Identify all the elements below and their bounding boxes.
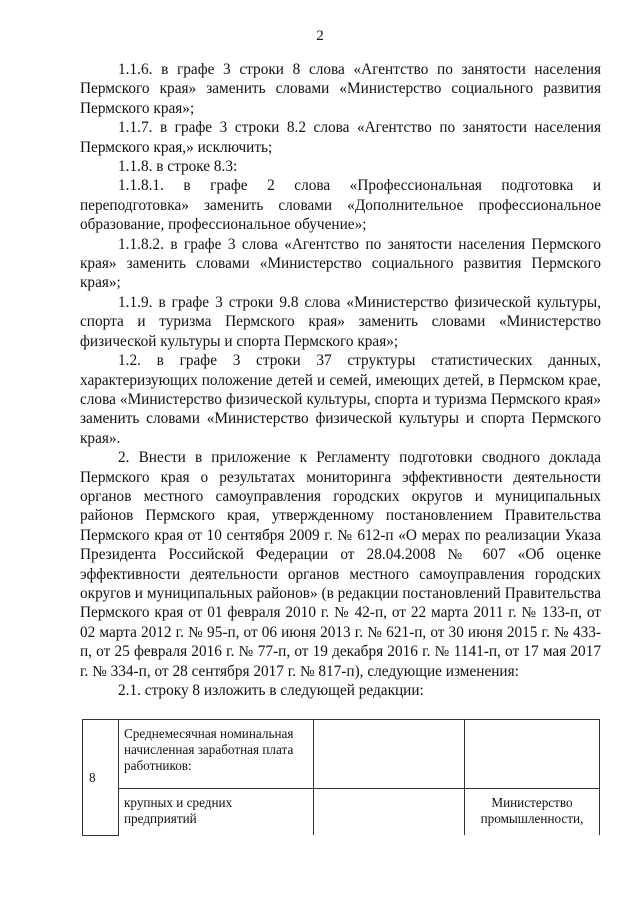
paragraph-1-1-7: 1.1.7. в графе 3 строки 8.2 слова «Агентство по занятости населения Пермского края,» исключить; (80, 119, 601, 156)
paragraph-2: 2. Внести в приложение к Регламенту подготовки сводного доклада Пермского края о результатах мониторинга эффективности деятельности органов местного самоуправления городских округов и муниципальных районов Пермского края, утвержденному постановлением Правительства Пермского края от 10 сентября 2009 г. № 612-п «О мерах по реализации Указа Президента Российской Федерации от 28.04.2008 № 607 «Об оценке эффективности деятельности органов местного самоуправления городских округов и муниципальных районов» (в редакции постановлений Правительства Пермского края от 01 февраля 2010 г. № 42-п, от 22 марта 2011 г. № 133-п, от 02 марта 2012 г. № 95-п, от 06 июня 2013 г. № 621-п, от 30 июня 2015 г. № 433-п, от 25 февраля 2016 г. № 77-п, от 19 декабря 2016 г. № 1141-п, от 17 мая 2017 г. № 334-п, от 28 сентября 2017 г. № 817-п), следующие изменения: (80, 449, 601, 680)
document-body (80, 60, 601, 700)
paragraph-1-1-8-1: 1.1.8.1. в графе 2 слова «Профессиональная подготовка и переподготовка» заменить словами «Дополнительное профессиональное образование, профессиональное обучение»; (80, 177, 601, 234)
indicator-name-cell: крупных и средних предприятий (119, 789, 314, 836)
paragraph-1-1-9: 1.1.9. в графе 3 строки 9.8 слова «Министерство физической культуры, спорта и туризма Пермского края» заменить словами «Министерство физической культуры и спорта Пермского края»; (80, 293, 601, 350)
indicator-name-cell: Среднемесячная номинальная начисленная заработная плата работников: (119, 720, 314, 789)
table-row (83, 789, 600, 836)
paragraph-1-1-8: 1.1.8. в строке 8.3: (118, 158, 238, 176)
responsible-cell: Министерство промышленности, (465, 789, 600, 836)
paragraph-1-2: 1.2. в графе 3 строки 37 структуры статистических данных, характеризующих положение детей и семей, имеющих детей, в Пермском крае, слова «Министерство физической культуры, спорта и туризма Пермского края» заменить словами «Министерство физической культуры и спорта Пермского края». (80, 352, 601, 447)
table-row (83, 720, 600, 789)
paragraph-1-1-8-2: 1.1.8.2. в графе 3 слова «Агентство по занятости населения Пермского края» заменить словами «Министерство социального развития Пермского края»; (80, 235, 601, 292)
row-number-cell: 8 (83, 720, 119, 836)
paragraph-1-1-6: 1.1.6. в графе 3 строки 8 слова «Агентство по занятости населения Пермского края» заменить словами «Министерство социального развития Пермского края»; (80, 61, 601, 117)
responsible-cell (465, 720, 600, 789)
paragraph-2-1: 2.1. строку 8 изложить в следующей редакции: (118, 682, 424, 699)
regulation-table (82, 719, 600, 836)
value-cell (314, 720, 465, 789)
value-cell (314, 789, 465, 836)
page-number: 2 (316, 28, 324, 44)
